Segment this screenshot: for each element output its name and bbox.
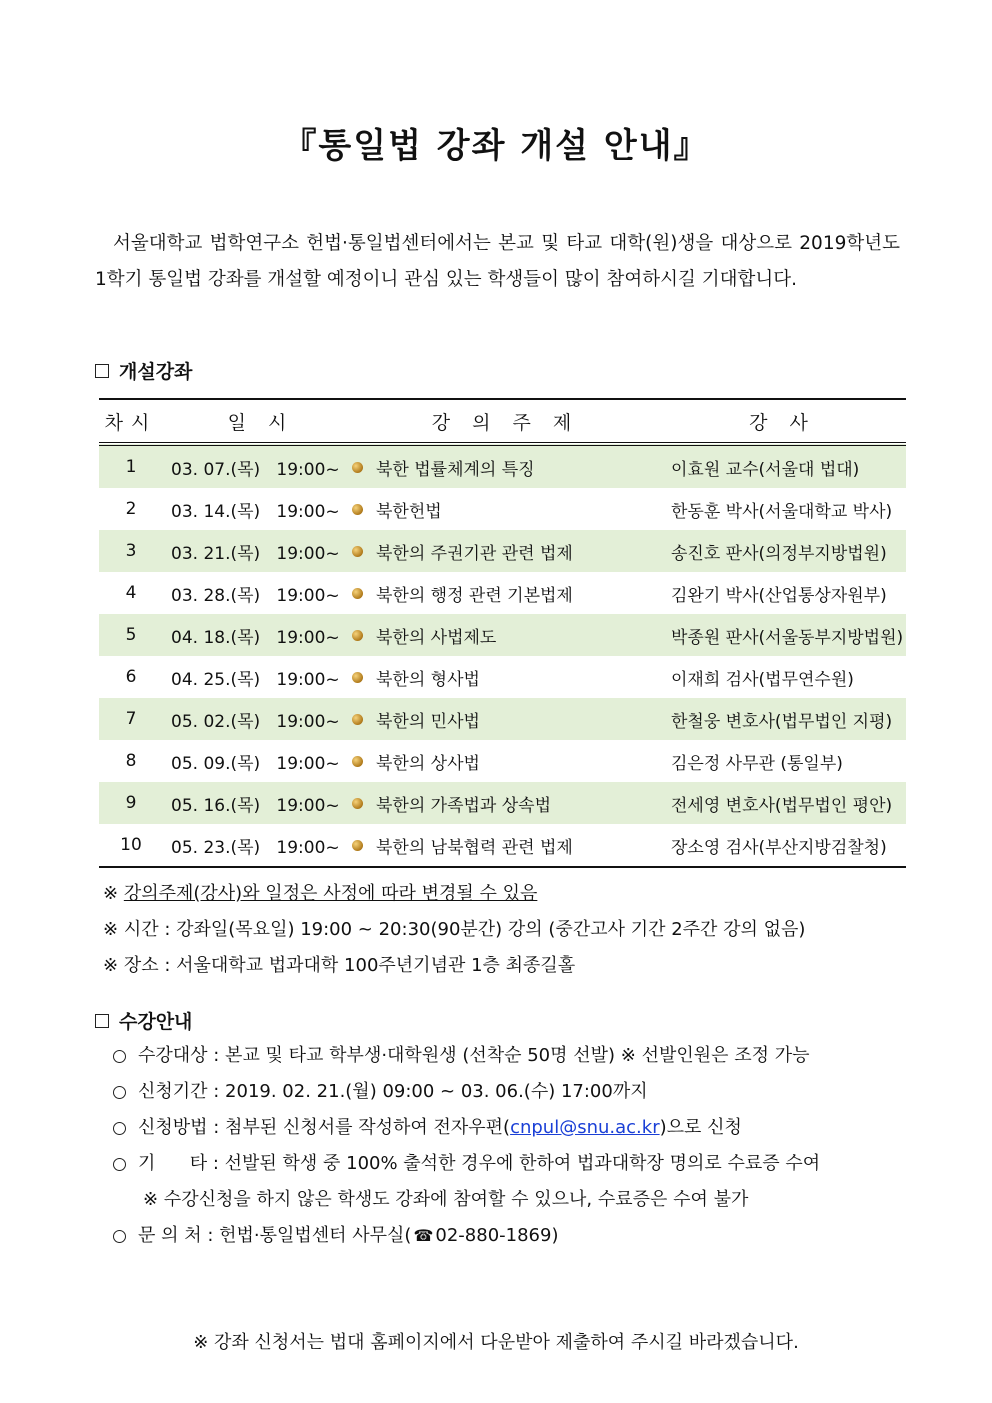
row-session: 8	[125, 751, 137, 771]
email-link[interactable]: cnpul@snu.ac.kr	[510, 1117, 660, 1138]
row-lecturer: 이재희 검사(법무연수원)	[671, 669, 854, 690]
gold-bullet-icon	[352, 798, 363, 809]
gold-bullet-icon	[352, 462, 363, 473]
intro-text: 서울대학교 법학연구소 헌법·통일법센터에서는 본교 및 타교 대학(원)생을 대상으로 2019학년도 1학기 통일법 강좌를 개설할 예정이니 관심 있는 학생들이 많이 참여하시길 기대합니다.	[95, 233, 900, 290]
row-datetime: 03. 07.(목) 19:00~	[163, 444, 352, 488]
note-place: ※ 장소 : 서울대학교 법과대학 100주년기념관 1층 최종길홀	[103, 955, 576, 976]
row-topic: 북한의 가족법과 상속법	[352, 782, 659, 824]
table-row	[99, 656, 906, 698]
gold-bullet-icon	[352, 504, 363, 515]
table-row	[99, 824, 906, 867]
row-lecturer: 송진호 판사(의정부지방법원)	[659, 530, 906, 572]
gold-bullet-icon	[352, 630, 363, 641]
row-topic: 북한의 민사법	[352, 698, 659, 740]
row-datetime: 03. 28.(목) 19:00~	[171, 585, 340, 606]
section-heading-enrollment	[95, 1007, 192, 1034]
row-topic: 북한의 상사법	[352, 740, 659, 782]
row-lecturer: 한동훈 박사(서울대학교 박사)	[671, 501, 893, 522]
circle-bullet-icon	[113, 1230, 126, 1243]
circle-bullet-icon	[113, 1122, 126, 1135]
circle-bullet-icon	[113, 1086, 126, 1099]
row-topic: 북한의 행정 관련 기본법제	[352, 572, 659, 614]
row-topic: 북한의 남북협력 관련 법제	[352, 824, 659, 867]
row-topic: 북한 법률체계의 특징	[352, 444, 659, 488]
row-datetime: 05. 16.(목) 19:00~	[163, 782, 352, 824]
row-session: 10	[99, 824, 163, 867]
lecture-schedule-table	[99, 398, 906, 868]
row-session: 9	[99, 782, 163, 824]
section-heading-label: 개설강좌	[119, 361, 193, 383]
row-datetime: 03. 14.(목) 19:00~	[171, 501, 340, 522]
note-place-text: 장소 : 서울대학교 법과대학 100주년기념관 1층 최종길홀	[123, 955, 576, 976]
row-lecturer: 박종원 판사(서울동부지방법원)	[659, 614, 906, 656]
section-heading-label: 수강안내	[119, 1011, 193, 1033]
square-bullet-icon	[95, 364, 109, 378]
table-row	[99, 530, 906, 572]
row-session: 2	[125, 499, 137, 519]
header-lecturer: 강 사	[659, 399, 906, 444]
table-row	[99, 698, 906, 740]
gold-bullet-icon	[352, 714, 363, 725]
footer-note: ※ 강좌 신청서는 법대 홈페이지에서 다운받아 제출하여 주시길 바라겠습니다.	[193, 1332, 799, 1353]
row-datetime: 04. 25.(목) 19:00~	[171, 669, 340, 690]
intro-paragraph	[95, 226, 900, 298]
info-other-sub: ※ 수강신청을 하지 않은 학생도 강좌에 참여할 수 있으나, 수료증은 수여 불가	[143, 1189, 749, 1210]
gold-bullet-icon	[352, 840, 363, 851]
row-topic: 북한의 사법제도	[352, 614, 659, 656]
table-row	[99, 740, 906, 782]
table-header-row	[99, 399, 906, 444]
note-time-text: 시간 : 강좌일(목요일) 19:00 ~ 20:30(90분간) 강의 (중간고사 기간 2주간 강의 없음)	[123, 919, 806, 940]
row-session: 1	[99, 444, 163, 488]
circle-bullet-icon	[113, 1050, 126, 1063]
phone-icon: ☎	[413, 1226, 434, 1245]
gold-bullet-icon	[352, 546, 363, 557]
row-lecturer: 김은정 사무관 (통일부)	[671, 753, 843, 774]
table-row	[99, 488, 906, 530]
row-session: 3	[99, 530, 163, 572]
header-topic: 강 의 주 제	[352, 399, 659, 444]
row-session: 5	[99, 614, 163, 656]
row-session: 6	[125, 667, 137, 687]
row-lecturer: 이효원 교수(서울대 법대)	[659, 444, 906, 488]
enrollment-info	[113, 1038, 820, 1254]
table-row	[99, 444, 906, 488]
row-session: 4	[125, 583, 137, 603]
row-topic: 북한헌법	[352, 488, 659, 530]
header-session: 차시	[99, 399, 163, 444]
row-topic: 북한의 주권기관 관련 법제	[352, 530, 659, 572]
row-session: 7	[99, 698, 163, 740]
table-row	[99, 614, 906, 656]
info-other: 기 타 : 선발된 학생 중 100% 출석한 경우에 한하여 법과대학장 명의로 수료증 수여	[113, 1146, 820, 1182]
row-lecturer: 전세영 변호사(법무법인 평안)	[659, 782, 906, 824]
gold-bullet-icon	[352, 756, 363, 767]
gold-bullet-icon	[352, 672, 363, 683]
page-title: 『통일법 강좌 개설 안내』	[282, 126, 710, 166]
info-method: 신청방법 : 첨부된 신청서를 작성하여 전자우편( cnpul@snu.ac.kr )으로 신청	[113, 1110, 820, 1146]
square-bullet-icon	[95, 1014, 109, 1028]
note-schedule-change-text: 강의주제(강사)와 일정은 사정에 따라 변경될 수 있음	[123, 883, 538, 904]
circle-bullet-icon	[113, 1158, 126, 1171]
table-row	[99, 572, 906, 614]
notes-block	[103, 876, 805, 984]
row-datetime: 03. 21.(목) 19:00~	[163, 530, 352, 572]
table-row	[99, 782, 906, 824]
row-datetime: 05. 23.(목) 19:00~	[163, 824, 352, 867]
row-datetime: 04. 18.(목) 19:00~	[163, 614, 352, 656]
row-datetime: 05. 02.(목) 19:00~	[163, 698, 352, 740]
phone-number: 02-880-1869	[435, 1225, 552, 1246]
note-time: ※ 시간 : 강좌일(목요일) 19:00 ~ 20:30(90분간) 강의 (중간고사 기간 2주간 강의 없음)	[103, 919, 806, 940]
row-lecturer: 장소영 검사(부산지방검찰청)	[659, 824, 906, 867]
section-heading-courses	[95, 357, 192, 384]
row-topic: 북한의 형사법	[352, 656, 659, 698]
info-target: 수강대상 : 본교 및 타교 학부생·대학원생 (선착순 50명 선발) ※ 선발인원은 조정 가능	[113, 1038, 820, 1074]
header-datetime: 일 시	[163, 399, 352, 444]
row-lecturer: 한철웅 변호사(법무법인 지평)	[659, 698, 906, 740]
row-datetime: 05. 09.(목) 19:00~	[171, 753, 340, 774]
info-contact: 문 의 처 : 헌법·통일법센터 사무실( ☎ 02-880-1869 )	[113, 1218, 820, 1254]
row-lecturer: 김완기 박사(산업통상자원부)	[671, 585, 887, 606]
note-schedule-change: ※ 강의주제(강사)와 일정은 사정에 따라 변경될 수 있음	[103, 883, 538, 904]
info-period: 신청기간 : 2019. 02. 21.(월) 09:00 ~ 03. 06.(수) 17:00까지	[113, 1074, 820, 1110]
gold-bullet-icon	[352, 588, 363, 599]
